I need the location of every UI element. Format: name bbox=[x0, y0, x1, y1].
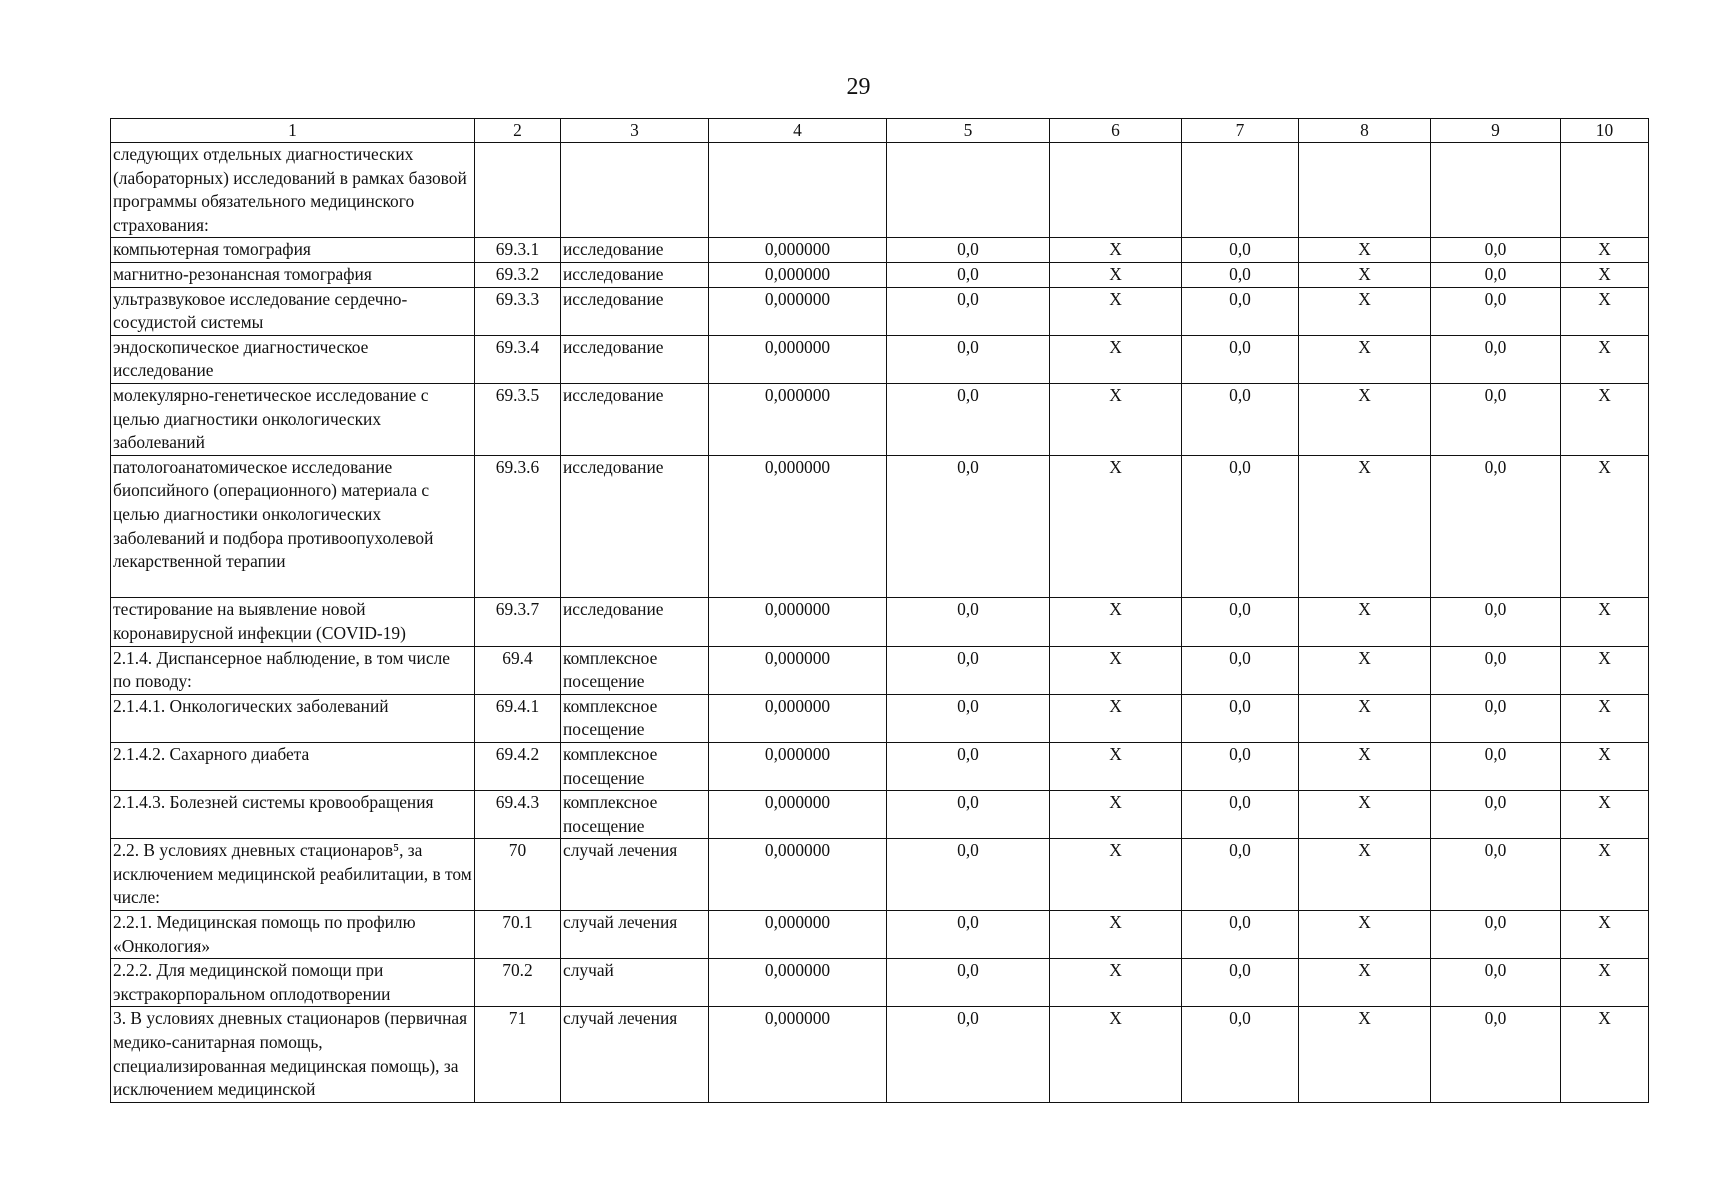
row-code: 69.3.3 bbox=[475, 287, 561, 335]
row-col10-value: X bbox=[1561, 455, 1649, 598]
row-col7-value: 0,0 bbox=[1182, 238, 1299, 263]
row-col8-value: X bbox=[1299, 646, 1431, 694]
row-col6-value: X bbox=[1050, 959, 1182, 1007]
row-col10-value: X bbox=[1561, 742, 1649, 790]
row-col8-value: X bbox=[1299, 791, 1431, 839]
row-code: 69.3.1 bbox=[475, 238, 561, 263]
row-col9-value: 0,0 bbox=[1431, 742, 1561, 790]
row-col4-value: 0,000000 bbox=[709, 791, 887, 839]
row-col6-value bbox=[1050, 143, 1182, 238]
row-code: 70 bbox=[475, 839, 561, 911]
header-cell: 3 bbox=[561, 119, 709, 143]
row-name: патологоанатомическое исследование биопсийного (операционного) материала с целью диагностики онкологических заболеваний и подбора противоопухолевой лекарственной терапии bbox=[111, 455, 475, 598]
row-name: 2.1.4.3. Болезней системы кровообращения bbox=[111, 791, 475, 839]
header-cell: 7 bbox=[1182, 119, 1299, 143]
row-col7-value: 0,0 bbox=[1182, 839, 1299, 911]
row-col8-value: X bbox=[1299, 911, 1431, 959]
row-unit bbox=[561, 143, 709, 238]
row-col5-value: 0,0 bbox=[887, 455, 1050, 598]
row-code: 69.3.5 bbox=[475, 383, 561, 455]
row-col6-value: X bbox=[1050, 742, 1182, 790]
row-code: 69.4.2 bbox=[475, 742, 561, 790]
row-name: 2.1.4.1. Онкологических заболеваний bbox=[111, 694, 475, 742]
row-unit: комплексное посещение bbox=[561, 694, 709, 742]
row-col10-value: X bbox=[1561, 287, 1649, 335]
table-row bbox=[111, 742, 1649, 790]
row-code: 69.3.7 bbox=[475, 598, 561, 646]
row-name: 2.2. В условиях дневных стационаров⁵, за исключением медицинской реабилитации, в том числе: bbox=[111, 839, 475, 911]
row-col10-value: X bbox=[1561, 598, 1649, 646]
row-col4-value: 0,000000 bbox=[709, 1007, 887, 1102]
row-col4-value: 0,000000 bbox=[709, 262, 887, 287]
row-col9-value: 0,0 bbox=[1431, 287, 1561, 335]
row-name: 2.1.4. Диспансерное наблюдение, в том числе по поводу: bbox=[111, 646, 475, 694]
row-col7-value: 0,0 bbox=[1182, 383, 1299, 455]
row-col7-value: 0,0 bbox=[1182, 911, 1299, 959]
row-col9-value: 0,0 bbox=[1431, 694, 1561, 742]
row-col4-value: 0,000000 bbox=[709, 646, 887, 694]
row-col6-value: X bbox=[1050, 791, 1182, 839]
table-row bbox=[111, 598, 1649, 646]
row-col6-value: X bbox=[1050, 455, 1182, 598]
row-col7-value: 0,0 bbox=[1182, 1007, 1299, 1102]
page-number: 29 bbox=[846, 74, 871, 100]
row-col10-value: X bbox=[1561, 911, 1649, 959]
row-col6-value: X bbox=[1050, 262, 1182, 287]
row-col9-value: 0,0 bbox=[1431, 238, 1561, 263]
row-unit: исследование bbox=[561, 383, 709, 455]
header-cell: 8 bbox=[1299, 119, 1431, 143]
row-col5-value: 0,0 bbox=[887, 383, 1050, 455]
row-col5-value: 0,0 bbox=[887, 694, 1050, 742]
row-code: 69.4.1 bbox=[475, 694, 561, 742]
row-col7-value: 0,0 bbox=[1182, 335, 1299, 383]
row-col7-value bbox=[1182, 143, 1299, 238]
row-unit: случай bbox=[561, 959, 709, 1007]
row-col8-value: X bbox=[1299, 598, 1431, 646]
header-cell: 10 bbox=[1561, 119, 1649, 143]
row-col4-value: 0,000000 bbox=[709, 287, 887, 335]
row-col4-value: 0,000000 bbox=[709, 383, 887, 455]
row-col6-value: X bbox=[1050, 335, 1182, 383]
row-unit: комплексное посещение bbox=[561, 646, 709, 694]
row-name: тестирование на выявление новой коронавирусной инфекции (COVID-19) bbox=[111, 598, 475, 646]
row-code: 69.3.2 bbox=[475, 262, 561, 287]
row-col8-value: X bbox=[1299, 455, 1431, 598]
table-body bbox=[111, 143, 1649, 1103]
row-col9-value bbox=[1431, 143, 1561, 238]
row-col8-value: X bbox=[1299, 238, 1431, 263]
row-col6-value: X bbox=[1050, 646, 1182, 694]
row-col9-value: 0,0 bbox=[1431, 335, 1561, 383]
row-col4-value: 0,000000 bbox=[709, 238, 887, 263]
row-col10-value: X bbox=[1561, 694, 1649, 742]
header-cell: 5 bbox=[887, 119, 1050, 143]
row-col10-value: X bbox=[1561, 335, 1649, 383]
table-row bbox=[111, 911, 1649, 959]
row-col7-value: 0,0 bbox=[1182, 262, 1299, 287]
row-name: молекулярно-генетическое исследование с целью диагностики онкологических заболеваний bbox=[111, 383, 475, 455]
row-col8-value: X bbox=[1299, 839, 1431, 911]
row-col7-value: 0,0 bbox=[1182, 791, 1299, 839]
row-col9-value: 0,0 bbox=[1431, 839, 1561, 911]
table-row bbox=[111, 1007, 1649, 1102]
row-unit: случай лечения bbox=[561, 1007, 709, 1102]
row-unit: исследование bbox=[561, 287, 709, 335]
row-col5-value bbox=[887, 143, 1050, 238]
row-col9-value: 0,0 bbox=[1431, 959, 1561, 1007]
row-code bbox=[475, 143, 561, 238]
row-col6-value: X bbox=[1050, 911, 1182, 959]
row-col5-value: 0,0 bbox=[887, 598, 1050, 646]
row-unit: исследование bbox=[561, 335, 709, 383]
row-col9-value: 0,0 bbox=[1431, 383, 1561, 455]
row-col8-value: X bbox=[1299, 959, 1431, 1007]
row-col8-value: X bbox=[1299, 287, 1431, 335]
row-col10-value: X bbox=[1561, 262, 1649, 287]
row-col6-value: X bbox=[1050, 383, 1182, 455]
table-row bbox=[111, 694, 1649, 742]
header-cell: 2 bbox=[475, 119, 561, 143]
row-code: 70.2 bbox=[475, 959, 561, 1007]
table-row bbox=[111, 238, 1649, 263]
row-col8-value: X bbox=[1299, 742, 1431, 790]
header-cell: 6 bbox=[1050, 119, 1182, 143]
row-unit: исследование bbox=[561, 262, 709, 287]
row-col10-value: X bbox=[1561, 383, 1649, 455]
row-name: компьютерная томография bbox=[111, 238, 475, 263]
row-name: 3. В условиях дневных стационаров (первичная медико-санитарная помощь, специализированная медицинская помощь), за исключением медицинской bbox=[111, 1007, 475, 1102]
row-col10-value: X bbox=[1561, 1007, 1649, 1102]
row-unit: исследование bbox=[561, 238, 709, 263]
row-col5-value: 0,0 bbox=[887, 839, 1050, 911]
row-col9-value: 0,0 bbox=[1431, 262, 1561, 287]
row-col4-value: 0,000000 bbox=[709, 455, 887, 598]
header-cell: 9 bbox=[1431, 119, 1561, 143]
row-col10-value: X bbox=[1561, 646, 1649, 694]
header-cell: 1 bbox=[111, 119, 475, 143]
row-col5-value: 0,0 bbox=[887, 911, 1050, 959]
row-col6-value: X bbox=[1050, 238, 1182, 263]
row-col5-value: 0,0 bbox=[887, 742, 1050, 790]
row-unit: случай лечения bbox=[561, 839, 709, 911]
row-col5-value: 0,0 bbox=[887, 1007, 1050, 1102]
row-col10-value: X bbox=[1561, 959, 1649, 1007]
header-row bbox=[111, 119, 1649, 143]
row-col4-value: 0,000000 bbox=[709, 959, 887, 1007]
row-col6-value: X bbox=[1050, 598, 1182, 646]
row-col8-value: X bbox=[1299, 1007, 1431, 1102]
table-row bbox=[111, 959, 1649, 1007]
row-col8-value: X bbox=[1299, 262, 1431, 287]
row-name: магнитно-резонансная томография bbox=[111, 262, 475, 287]
row-col9-value: 0,0 bbox=[1431, 646, 1561, 694]
row-unit: комплексное посещение bbox=[561, 742, 709, 790]
row-col8-value bbox=[1299, 143, 1431, 238]
row-col4-value: 0,000000 bbox=[709, 335, 887, 383]
row-unit: исследование bbox=[561, 455, 709, 598]
row-name: следующих отдельных диагностических (лабораторных) исследований в рамках базовой программы обязательного медицинского страхования: bbox=[111, 143, 475, 238]
row-col4-value: 0,000000 bbox=[709, 742, 887, 790]
row-col7-value: 0,0 bbox=[1182, 646, 1299, 694]
table-row bbox=[111, 335, 1649, 383]
row-col9-value: 0,0 bbox=[1431, 1007, 1561, 1102]
row-unit: исследование bbox=[561, 598, 709, 646]
row-col8-value: X bbox=[1299, 383, 1431, 455]
row-col5-value: 0,0 bbox=[887, 791, 1050, 839]
row-col8-value: X bbox=[1299, 335, 1431, 383]
table-row bbox=[111, 383, 1649, 455]
row-col9-value: 0,0 bbox=[1431, 455, 1561, 598]
row-code: 70.1 bbox=[475, 911, 561, 959]
row-code: 69.4 bbox=[475, 646, 561, 694]
row-col10-value: X bbox=[1561, 839, 1649, 911]
row-col9-value: 0,0 bbox=[1431, 911, 1561, 959]
row-col10-value: X bbox=[1561, 238, 1649, 263]
row-col5-value: 0,0 bbox=[887, 959, 1050, 1007]
row-col4-value bbox=[709, 143, 887, 238]
row-col10-value bbox=[1561, 143, 1649, 238]
row-col6-value: X bbox=[1050, 1007, 1182, 1102]
row-col5-value: 0,0 bbox=[887, 646, 1050, 694]
row-name: ультразвуковое исследование сердечно-сосудистой системы bbox=[111, 287, 475, 335]
row-col4-value: 0,000000 bbox=[709, 839, 887, 911]
row-name: эндоскопическое диагностическое исследование bbox=[111, 335, 475, 383]
row-col9-value: 0,0 bbox=[1431, 791, 1561, 839]
row-col7-value: 0,0 bbox=[1182, 455, 1299, 598]
row-col7-value: 0,0 bbox=[1182, 959, 1299, 1007]
row-unit: случай лечения bbox=[561, 911, 709, 959]
row-code: 71 bbox=[475, 1007, 561, 1102]
table-row bbox=[111, 455, 1649, 598]
row-col7-value: 0,0 bbox=[1182, 287, 1299, 335]
row-code: 69.3.4 bbox=[475, 335, 561, 383]
row-name: 2.1.4.2. Сахарного диабета bbox=[111, 742, 475, 790]
table-row bbox=[111, 143, 1649, 238]
data-table bbox=[110, 118, 1649, 1103]
row-col7-value: 0,0 bbox=[1182, 742, 1299, 790]
table-row bbox=[111, 287, 1649, 335]
row-col8-value: X bbox=[1299, 694, 1431, 742]
row-col5-value: 0,0 bbox=[887, 335, 1050, 383]
table-row bbox=[111, 262, 1649, 287]
row-col4-value: 0,000000 bbox=[709, 911, 887, 959]
row-col6-value: X bbox=[1050, 694, 1182, 742]
row-col10-value: X bbox=[1561, 791, 1649, 839]
header-cell: 4 bbox=[709, 119, 887, 143]
row-col9-value: 0,0 bbox=[1431, 598, 1561, 646]
row-name: 2.2.1. Медицинская помощь по профилю «Онкология» bbox=[111, 911, 475, 959]
row-col6-value: X bbox=[1050, 839, 1182, 911]
row-code: 69.3.6 bbox=[475, 455, 561, 598]
row-col5-value: 0,0 bbox=[887, 262, 1050, 287]
row-col4-value: 0,000000 bbox=[709, 598, 887, 646]
row-col5-value: 0,0 bbox=[887, 287, 1050, 335]
table-row bbox=[111, 646, 1649, 694]
row-name: 2.2.2. Для медицинской помощи при экстракорпоральном оплодотворении bbox=[111, 959, 475, 1007]
row-code: 69.4.3 bbox=[475, 791, 561, 839]
table-row bbox=[111, 791, 1649, 839]
row-unit: комплексное посещение bbox=[561, 791, 709, 839]
row-col6-value: X bbox=[1050, 287, 1182, 335]
row-col7-value: 0,0 bbox=[1182, 598, 1299, 646]
row-col4-value: 0,000000 bbox=[709, 694, 887, 742]
row-col7-value: 0,0 bbox=[1182, 694, 1299, 742]
row-col5-value: 0,0 bbox=[887, 238, 1050, 263]
table-row bbox=[111, 839, 1649, 911]
